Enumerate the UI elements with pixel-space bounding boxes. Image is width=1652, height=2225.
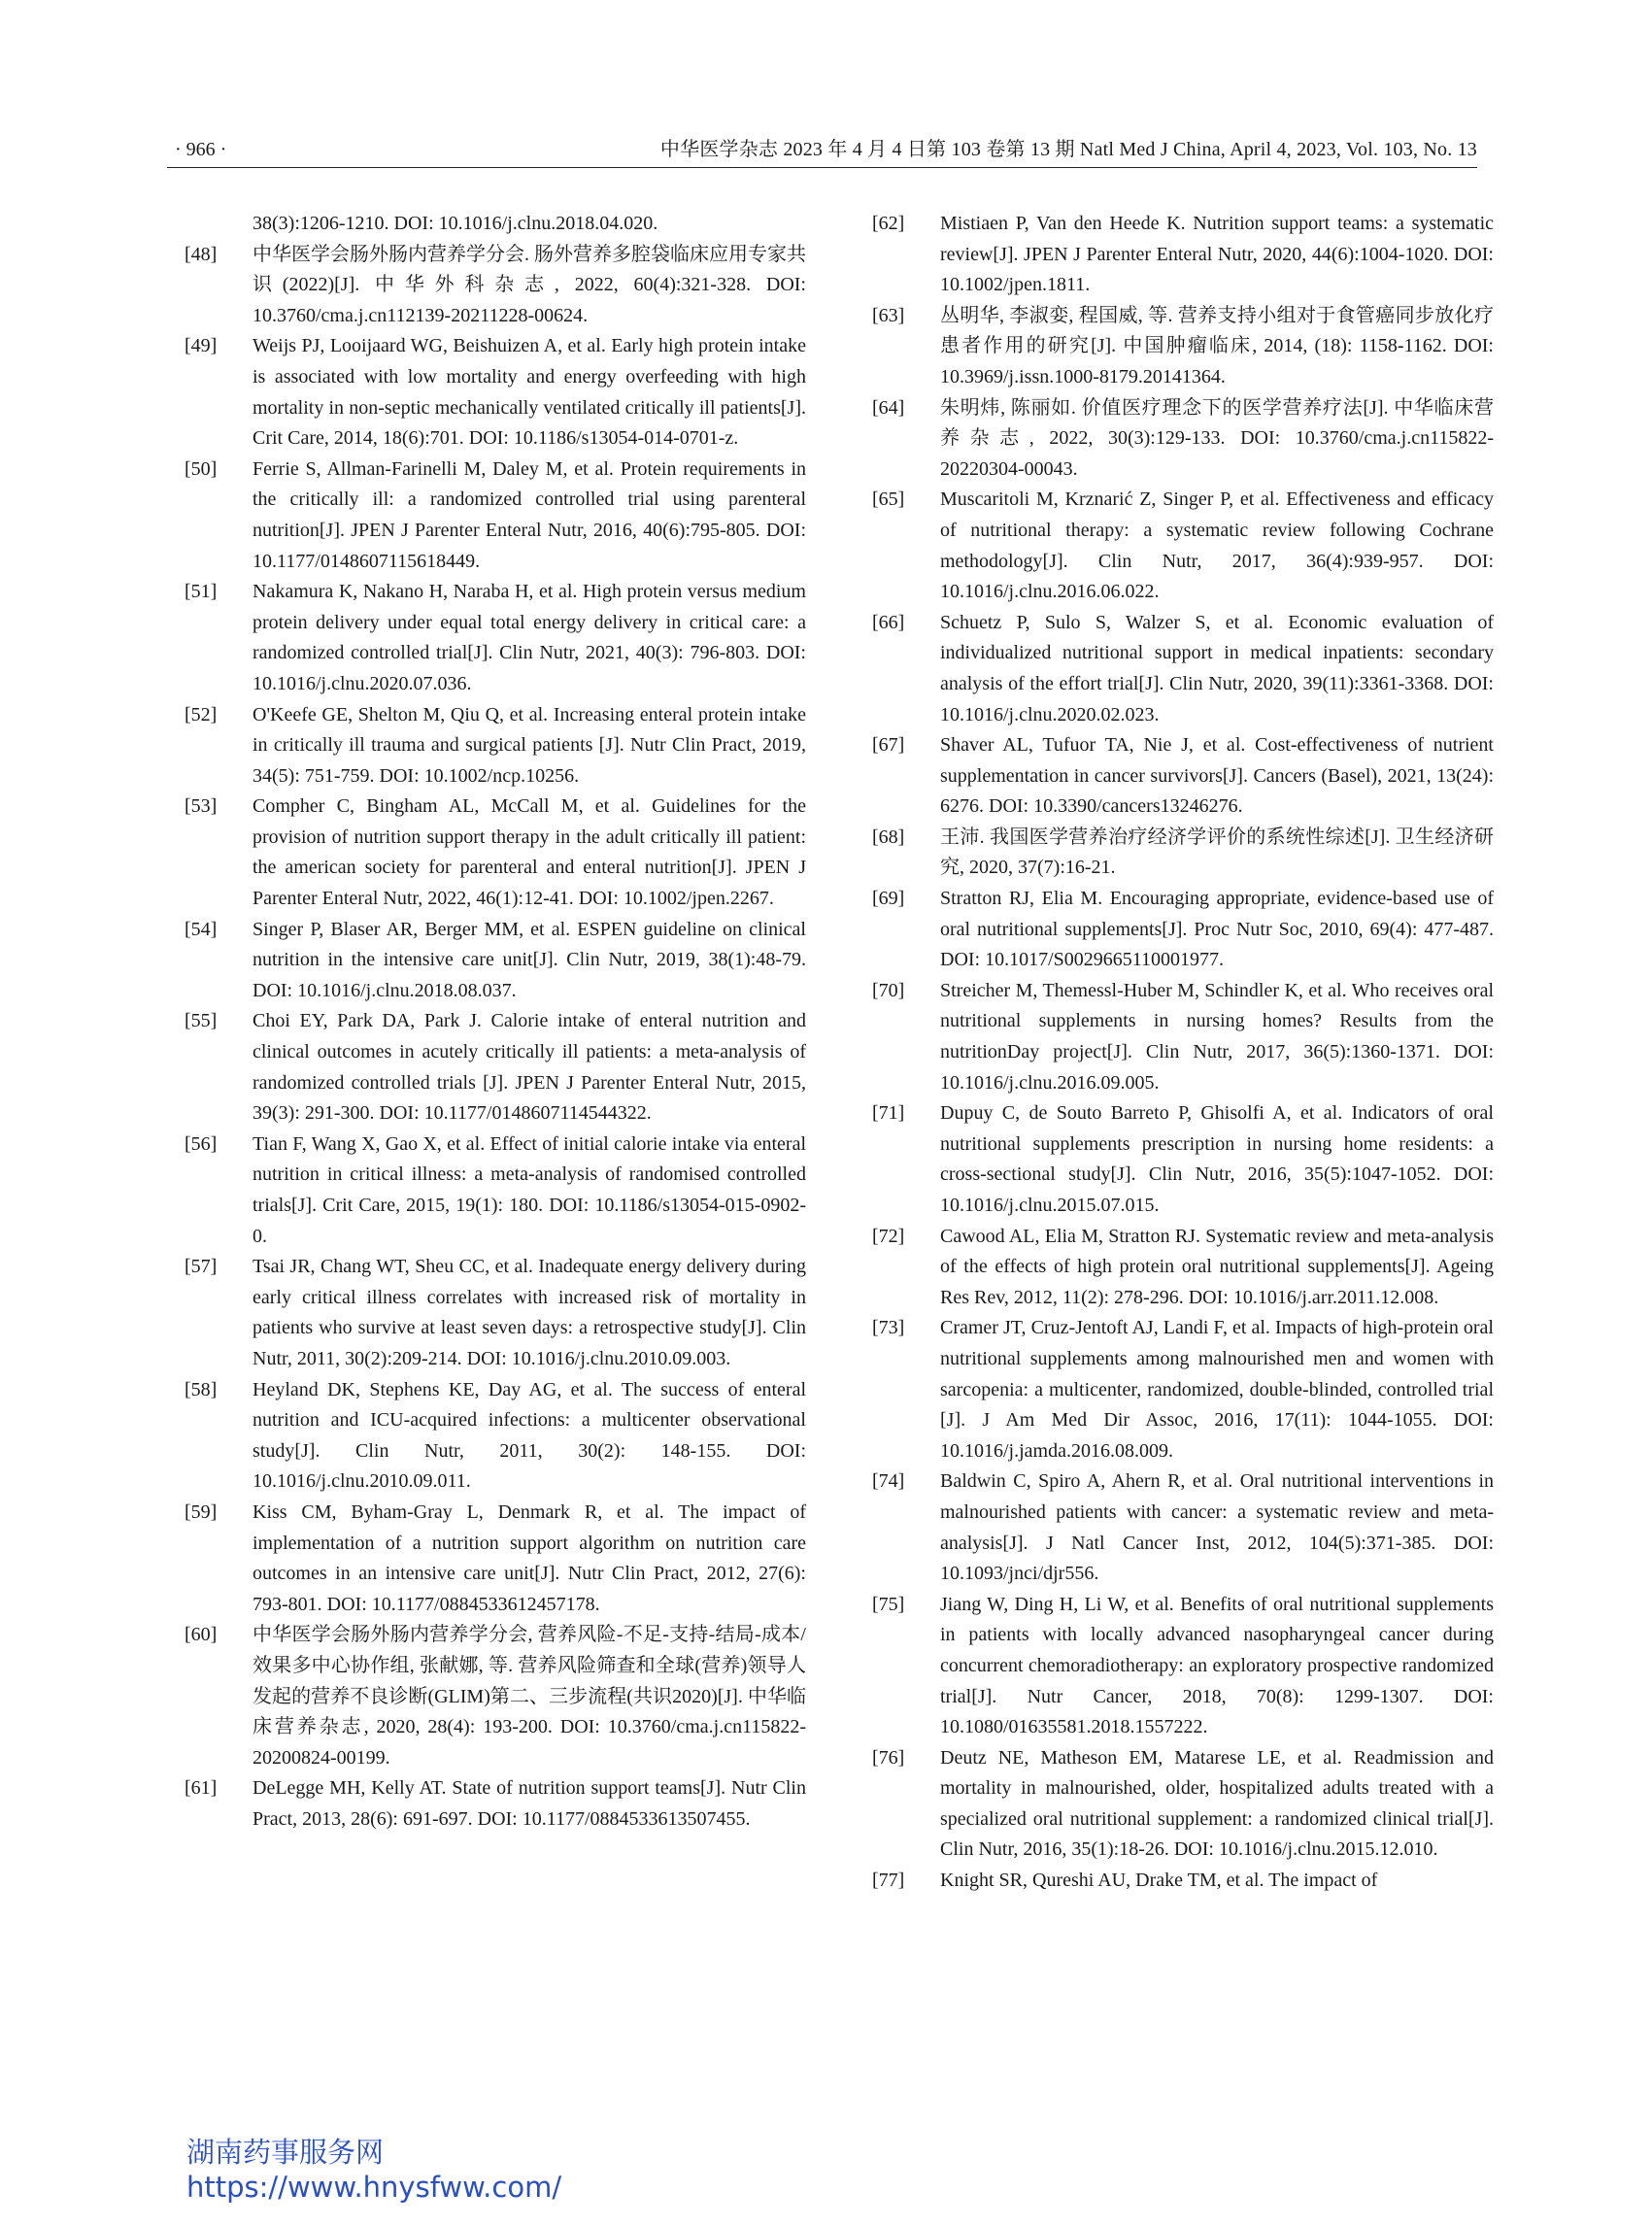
reference-column-right (872, 209, 1494, 1897)
reference-item (872, 1313, 1494, 1466)
reference-number: [65] (872, 489, 905, 511)
reference-item (872, 884, 1494, 976)
journal-citation-header: 中华医学杂志 2023 年 4 月 4 日第 103 卷第 13 期 Natl Med J China, April 4, 2023, Vol. 103, No. 13 (659, 139, 1477, 160)
reference-item (185, 240, 806, 332)
watermark-site-name: 湖南药事服务网 (186, 2136, 385, 2169)
reference-item (185, 1375, 806, 1498)
reference-text: 中华医学会肠外肠内营养学分会, 营养风险-不足-支持-结局-成本/效果多中心协作组, 张献娜, 等. 营养风险筛查和全球(营养)领导人发起的营养不良诊断(GLIM)第二、三步流程(共识2020)[J]. 中华临床营养杂志, 2020, 28(4): 193-200. DOI: 10.3760/cma.j.cn115822-20200824-00199. (253, 1624, 806, 1769)
reference-text: Singer P, Blaser AR, Berger MM, et al. ESPEN guideline on clinical nutrition in the intensive care unit[J]. Clin Nutr, 2019, 38(1):48-79. DOI: 10.1016/j.clnu.2018.08.037. (253, 918, 806, 1001)
reference-text: Mistiaen P, Van den Heede K. Nutrition support teams: a systematic review[J]. JPEN J Parenter Enteral Nutr, 2020, 44(6):1004-1020. DOI: 10.1002/jpen.1811. (940, 213, 1494, 296)
reference-number: [55] (185, 1010, 218, 1032)
reference-item (872, 1743, 1494, 1866)
reference-text: 丛明华, 李淑娈, 程国威, 等. 营养支持小组对于食管癌同步放化疗患者作用的研究[J]. 中国肿瘤临床, 2014, (18): 1158-1162. DOI: 10.3969/j.issn.1000-8179.20141364. (940, 304, 1494, 388)
reference-number: [66] (872, 611, 905, 633)
reference-item (872, 1866, 1494, 1897)
reference-item (872, 823, 1494, 884)
reference-number: [76] (872, 1746, 905, 1769)
reference-number: [54] (185, 918, 218, 940)
reference-text: 王沛. 我国医学营养治疗经济学评价的系统性综述[J]. 卫生经济研究, 2020, 37(7):16-21. (940, 826, 1494, 879)
reference-number: [49] (185, 335, 218, 357)
reference-item (185, 1129, 806, 1252)
reference-item (185, 792, 806, 914)
reference-number: [59] (185, 1500, 218, 1523)
reference-text: DeLegge MH, Kelly AT. State of nutrition support teams[J]. Nutr Clin Pract, 2013, 28(6): 691-697. DOI: 10.1177/0884533613507455. (253, 1777, 806, 1830)
reference-item (872, 1590, 1494, 1743)
reference-text: Stratton RJ, Elia M. Encouraging appropriate, evidence-based use of oral nutritional supplements[J]. Proc Nutr Soc, 2010, 69(4): 477-487. DOI: 10.1017/S0029665110001977. (940, 888, 1494, 971)
reference-text: Schuetz P, Sulo S, Walzer S, et al. Economic evaluation of individualized nutritional support in medical inpatients: secondary analysis of the effort trial[J]. Clin Nutr, 2020, 39(11):3361-3368. DOI: 10.1016/j.clnu.2020.02.023. (940, 611, 1494, 725)
reference-number: [57] (185, 1256, 218, 1278)
reference-item (185, 1773, 806, 1835)
reference-text: O'Keefe GE, Shelton M, Qiu Q, et al. Increasing enteral protein intake in critically ill trauma and surgical patients [J]. Nutr Clin Pract, 2019, 34(5): 751-759. DOI: 10.1002/ncp.10256. (253, 703, 806, 787)
reference-text: Jiang W, Ding H, Li W, et al. Benefits of oral nutritional supplements in patients with locally advanced nasopharyngeal cancer during concurrent chemoradiotherapy: an exploratory prospective randomized trial[J]. Nutr Cancer, 2018, 70(8): 1299-1307. DOI: 10.1080/01635581.2018.1557222. (940, 1593, 1494, 1738)
reference-number: [62] (872, 213, 905, 234)
reference-item (872, 301, 1494, 393)
reference-text: Muscaritoli M, Krznarić Z, Singer P, et al. Effectiveness and efficacy of nutritional therapy: a systematic review following Cochrane methodology[J]. Clin Nutr, 2017, 36(4):939-957. DOI: 10.1016/j.clnu.2016.06.022. (940, 489, 1494, 603)
reference-number: [50] (185, 457, 218, 480)
reference-item (185, 1498, 806, 1620)
reference-item (872, 976, 1494, 1098)
reference-number: [74] (872, 1470, 905, 1493)
reference-item (185, 1620, 806, 1773)
reference-text: Kiss CM, Byham-Gray L, Denmark R, et al. The impact of implementation of a nutrition support algorithm on nutrition care outcomes in an intensive care unit[J]. Nutr Clin Pract, 2012, 27(6): 793-801. DOI: 10.1177/0884533612457178. (253, 1500, 806, 1615)
reference-number: [48] (185, 243, 218, 265)
reference-text: 中华医学会肠外肠内营养学分会. 肠外营养多腔袋临床应用专家共识(2022)[J]. 中华外科杂志, 2022, 60(4):321-328. DOI: 10.3760/cma.j.cn112139-20211228-00624. (253, 243, 806, 326)
reference-text: Ferrie S, Allman-Farinelli M, Daley M, et al. Protein requirements in the critically ill: a randomized controlled trial using parenteral nutrition[J]. JPEN J Parenter Enteral Nutr, 2016, 40(6):795-805. DOI: 10.1177/0148607115618449. (253, 457, 806, 572)
reference-text: Dupuy C, de Souto Barreto P, Ghisolfi A, et al. Indicators of oral nutritional supplements prescription in nursing home residents: a cross-sectional study[J]. Clin Nutr, 2016, 35(5):1047-1052. DOI: 10.1016/j.clnu.2015.07.015. (940, 1102, 1494, 1216)
reference-item (872, 1098, 1494, 1221)
reference-number: [68] (872, 826, 905, 848)
reference-item (185, 577, 806, 699)
reference-number: [71] (872, 1102, 905, 1125)
reference-number: [70] (872, 979, 905, 1001)
reference-number: [61] (185, 1777, 218, 1800)
reference-number: [60] (185, 1624, 218, 1646)
reference-number: [56] (185, 1132, 218, 1155)
reference-number: [58] (185, 1378, 218, 1400)
reference-text: Baldwin C, Spiro A, Ahern R, et al. Oral nutritional interventions in malnourished patients with cancer: a systematic review and meta-analysis[J]. J Natl Cancer Inst, 2012, 104(5):371-385. DOI: 10.1093/jnci/djr556. (940, 1470, 1494, 1585)
reference-text: Cramer JT, Cruz-Jentoft AJ, Landi F, et al. Impacts of high-protein oral nutritional supplements among malnourished men and women with sarcopenia: a multicenter, randomized, double-blinded, controlled trial [J]. J Am Med Dir Assoc, 2016, 17(11): 1044-1055. DOI: 10.1016/j.jamda.2016.08.009. (940, 1317, 1494, 1462)
reference-number: [52] (185, 703, 218, 725)
reference-column-left (185, 209, 806, 1835)
reference-item (872, 1222, 1494, 1314)
reference-item (872, 1466, 1494, 1589)
reference-item (872, 608, 1494, 730)
reference-continuation: 38(3):1206-1210. DOI: 10.1016/j.clnu.2018.04.020. (253, 213, 658, 234)
reference-number: [67] (872, 734, 905, 757)
reference-item (185, 331, 806, 454)
reference-text: Knight SR, Qureshi AU, Drake TM, et al. The impact of (940, 1870, 1378, 1892)
reference-number: [64] (872, 396, 905, 419)
reference-number: [53] (185, 795, 218, 818)
reference-item (872, 485, 1494, 607)
reference-text: Streicher M, Themessl-Huber M, Schindler K, et al. Who receives oral nutritional supplements in nursing homes? Results from the nutritionDay project[J]. Clin Nutr, 2017, 36(5):1360-1371. DOI: 10.1016/j.clnu.2016.09.005. (940, 979, 1494, 1094)
reference-number: [69] (872, 888, 905, 910)
watermark-url[interactable]: https://www.hnysfww.com/ (186, 2171, 562, 2204)
reference-text: Weijs PJ, Looijaard WG, Beishuizen A, et al. Early high protein intake is associated with low mortality and energy overfeeding with high mortality in non-septic mechanically ventilated critically ill patients[J]. Crit Care, 2014, 18(6):701. DOI: 10.1186/s13054-014-0701-z. (253, 335, 806, 450)
reference-text: Shaver AL, Tufuor TA, Nie J, et al. Cost-effectiveness of nutrient supplementation in cancer survivors[J]. Cancers (Basel), 2021, 13(24): 6276. DOI: 10.3390/cancers13246276. (940, 734, 1494, 818)
reference-item (872, 730, 1494, 823)
reference-number: [77] (872, 1870, 905, 1892)
reference-text: Nakamura K, Nakano H, Naraba H, et al. High protein versus medium protein delivery under equal total energy delivery in critical care: a randomized controlled trial[J]. Clin Nutr, 2021, 40(3): 796-803. DOI: 10.1016/j.clnu.2020.07.036. (253, 581, 806, 694)
running-header (167, 134, 1477, 168)
reference-number: [51] (185, 581, 218, 603)
reference-text: Choi EY, Park DA, Park J. Calorie intake of enteral nutrition and clinical outcomes in acutely critically ill patients: a meta-analysis of randomized controlled trials [J]. JPEN J Parenter Enteral Nutr, 2015, 39(3): 291-300. DOI: 10.1177/0148607114544322. (253, 1010, 806, 1125)
reference-item (185, 1006, 806, 1129)
reference-item (872, 393, 1494, 486)
reference-text: 朱明炜, 陈丽如. 价值医疗理念下的医学营养疗法[J]. 中华临床营养杂志, 2022, 30(3):129-133. DOI: 10.3760/cma.j.cn115822-20220304-00043. (940, 396, 1494, 480)
reference-number: [63] (872, 304, 905, 326)
page-number: · 966 · (175, 139, 227, 160)
watermark (186, 2135, 561, 2205)
reference-item (185, 915, 806, 1007)
reference-text: Tsai JR, Chang WT, Sheu CC, et al. Inadequate energy delivery during early critical illness correlates with increased risk of mortality in patients who survive at least seven days: a retrospective study[J]. Clin Nutr, 2011, 30(2):209-214. DOI: 10.1016/j.clnu.2010.09.003. (253, 1256, 806, 1369)
reference-text: Heyland DK, Stephens KE, Day AG, et al. The success of enteral nutrition and ICU-acquired infections: a multicenter observational study[J]. Clin Nutr, 2011, 30(2): 148-155. DOI: 10.1016/j.clnu.2010.09.011. (253, 1378, 806, 1493)
reference-item (185, 455, 806, 577)
reference-number: [73] (872, 1317, 905, 1339)
reference-number: [72] (872, 1225, 905, 1247)
reference-text: Deutz NE, Matheson EM, Matarese LE, et al. Readmission and mortality in malnourished, older, hospitalized adults treated with a specialized oral nutritional supplement: a randomized clinical trial[J]. Clin Nutr, 2016, 35(1):18-26. DOI: 10.1016/j.clnu.2015.12.010. (940, 1746, 1494, 1861)
reference-text: Cawood AL, Elia M, Stratton RJ. Systematic review and meta-analysis of the effects of high protein oral nutritional supplements[J]. Ageing Res Rev, 2012, 11(2): 278-296. DOI: 10.1016/j.arr.2011.12.008. (940, 1225, 1494, 1308)
reference-item (185, 700, 806, 792)
reference-item (185, 1252, 806, 1374)
reference-number: [75] (872, 1593, 905, 1615)
reference-text: Tian F, Wang X, Gao X, et al. Effect of initial calorie intake via enteral nutrition in critical illness: a meta-analysis of randomised controlled trials[J]. Crit Care, 2015, 19(1): 180. DOI: 10.1186/s13054-015-0902-0. (253, 1132, 806, 1247)
reference-text: Compher C, Bingham AL, McCall M, et al. Guidelines for the provision of nutrition support therapy in the adult critically ill patient: the american society for parenteral and enteral nutrition[J]. JPEN J Parenter Enteral Nutr, 2022, 46(1):12-41. DOI: 10.1002/jpen.2267. (253, 795, 806, 910)
reference-item (872, 209, 1494, 301)
